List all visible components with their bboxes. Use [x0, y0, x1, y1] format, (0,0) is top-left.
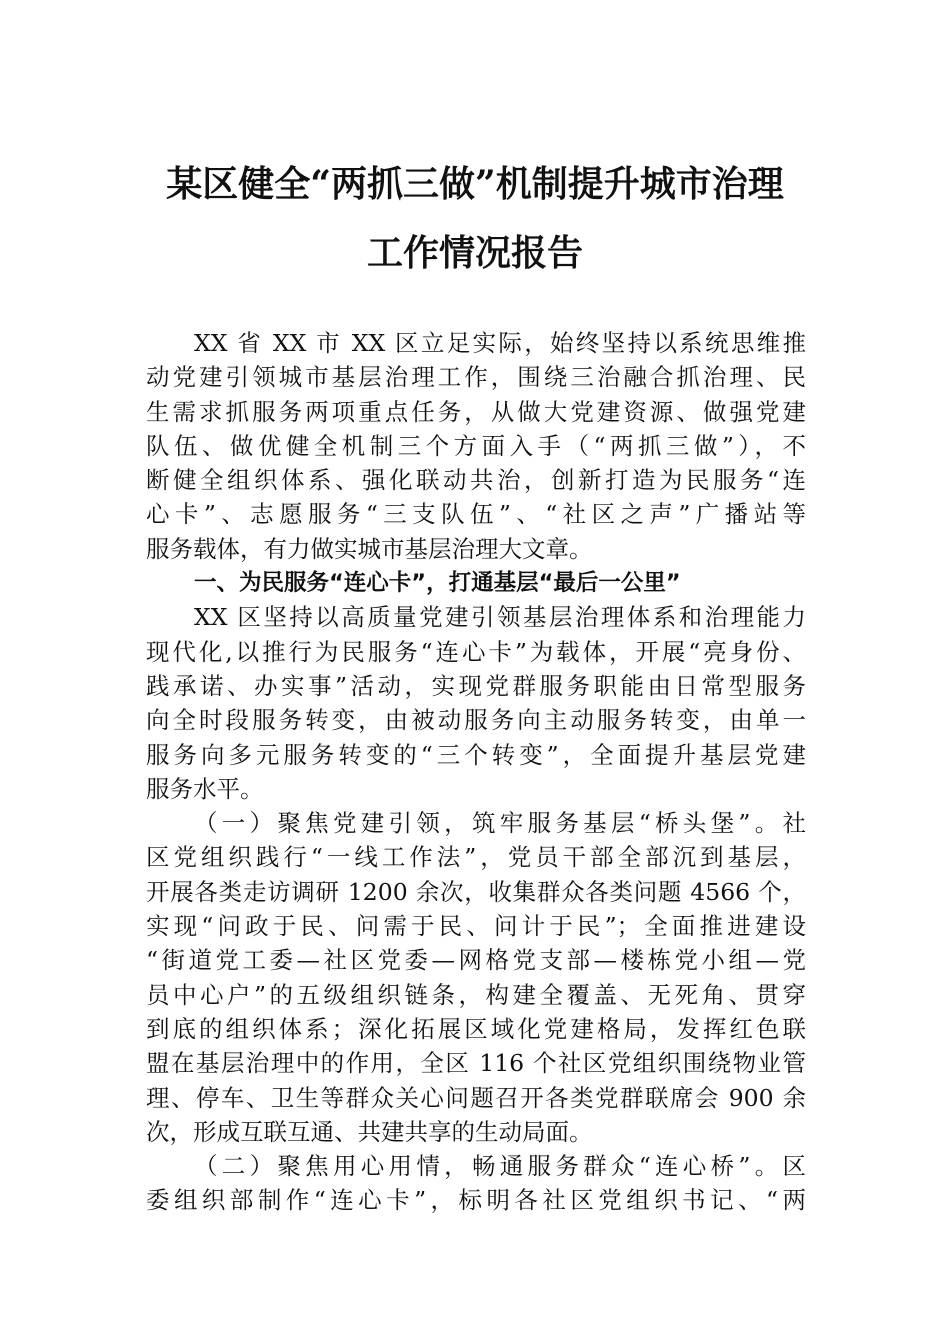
- text-line: 区党组织践行“一线工作法”，党员干部全部沉到基层，: [146, 843, 806, 872]
- text-line: “街道党工委—社区党委—网格党支部—楼栋党小组—党: [146, 946, 806, 975]
- text-line: 委组织部制作“连心卡”，标明各社区党组织书记、“两: [146, 1186, 806, 1215]
- text-line: 服务载体，有力做实城市基层治理大文章。: [146, 534, 593, 563]
- text-line: 服务水平。: [146, 774, 264, 803]
- text-line: 动党建引领城市基层治理工作，围绕三治融合抓治理、民: [146, 363, 806, 392]
- document-title-line-1: 某区健全“两抓三做”机制提升城市治理: [166, 163, 784, 205]
- text-line: 开展各类走访调研 1200 余次，收集群众各类问题 4566 个，: [146, 877, 806, 906]
- text-line: 队伍、做优健全机制三个方面入手（“两抓三做”），不: [146, 431, 806, 460]
- text-line: XX 区坚持以高质量党建引领基层治理体系和治理能力: [194, 603, 806, 632]
- section-heading: 一、为民服务“连心卡”，打通基层“最后一公里”: [194, 570, 681, 597]
- document-title-line-2: 工作情况报告: [366, 232, 583, 274]
- text-line: 实现“问政于民、问需于民、问计于民”；全面推进建设: [146, 912, 806, 941]
- document-body: [146, 326, 806, 1218]
- text-line: 理、停车、卫生等群众关心问题召开各类党群联席会 900 余: [146, 1083, 806, 1112]
- text-line: 员中心户”的五级组织链条，构建全覆盖、无死角、贯穿: [146, 980, 806, 1009]
- text-line: 到底的组织体系；深化拓展区域化党建格局，发挥红色联: [146, 1014, 806, 1043]
- text-line: 盟在基层治理中的作用，全区 116 个社区党组织围绕物业管: [146, 1049, 806, 1078]
- text-line: XX 省 XX 市 XX 区立足实际，始终坚持以系统思维推: [194, 329, 806, 357]
- text-line: 向全时段服务转变，由被动服务向主动服务转变，由单一: [146, 706, 806, 735]
- text-line: 现代化,以推行为民服务“连心卡”为载体，开展“亮身份、: [146, 637, 806, 666]
- text-line: 心卡”、志愿服务“三支队伍”、“社区之声”广播站等: [146, 500, 806, 529]
- text-line: 服务向多元服务转变的“三个转变”，全面提升基层党建: [146, 740, 806, 769]
- text-line: 生需求抓服务两项重点任务，从做大党建资源、做强党建: [146, 397, 806, 426]
- subsection-line: （二）聚焦用心用情，畅通服务群众“连心桥”。区: [194, 1152, 806, 1181]
- text-line: 断健全组织体系、强化联动共治，创新打造为民服务“连: [146, 466, 806, 495]
- text-line: 践承诺、办实事”活动，实现党群服务职能由日常型服务: [146, 671, 806, 700]
- text-line: 次，形成互联互通、共建共享的生动局面。: [146, 1117, 593, 1146]
- subsection-line: （一）聚焦党建引领，筑牢服务基层“桥头堡”。社: [194, 809, 806, 838]
